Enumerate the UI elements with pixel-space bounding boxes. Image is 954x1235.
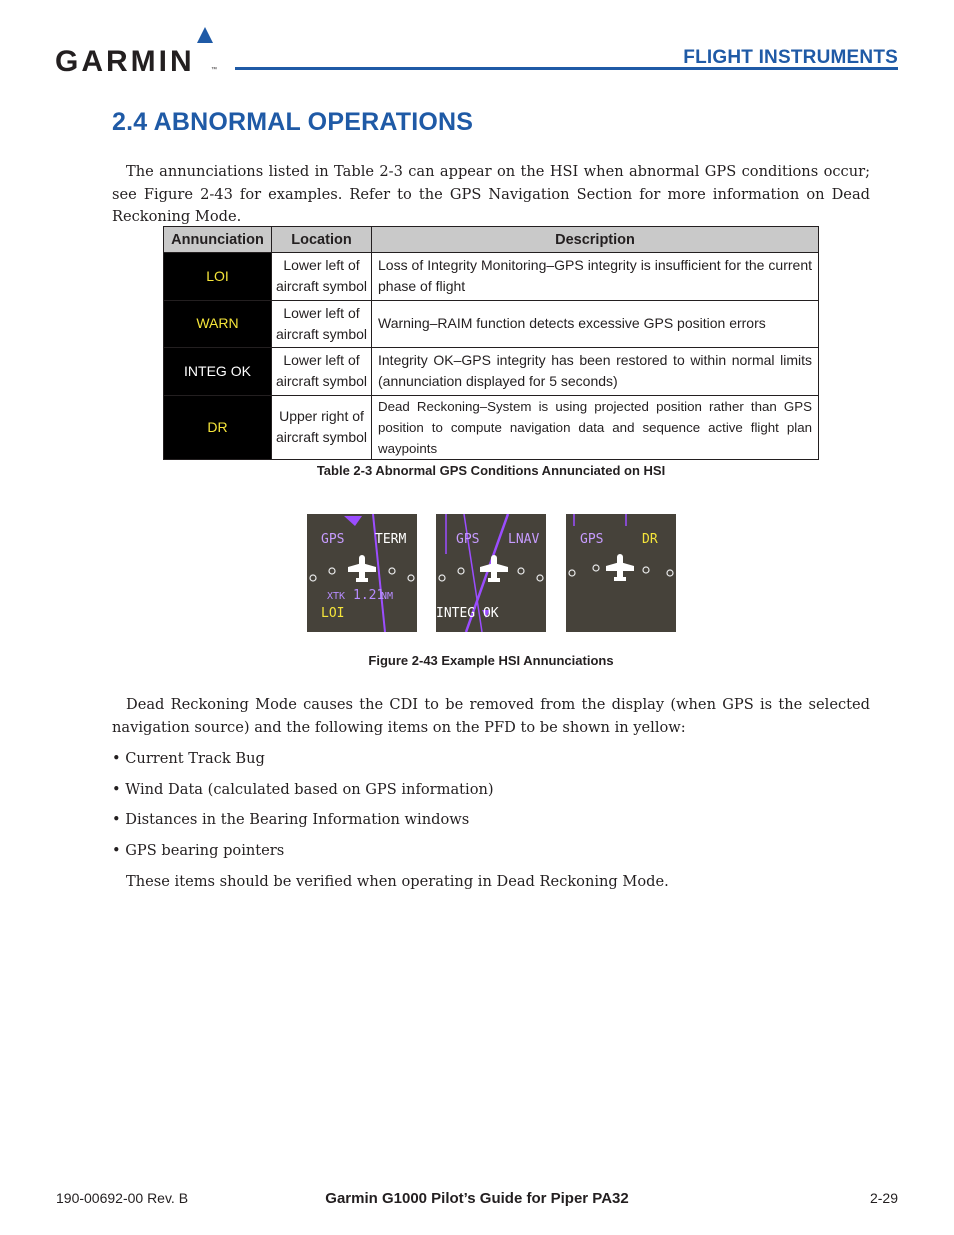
hsi-mode-label: LNAV xyxy=(508,532,540,547)
hsi-panel-integ-ok xyxy=(436,514,546,632)
closing-text: These items should be verified when operating in Dead Reckoning Mode. xyxy=(126,873,669,890)
table-row xyxy=(164,348,819,396)
annunciation-code: INTEG OK xyxy=(164,348,272,396)
page-heading: 2.4 ABNORMAL OPERATIONS xyxy=(112,108,474,136)
list-item-text: GPS bearing pointers xyxy=(125,842,285,859)
hsi-mode-label: TERM xyxy=(375,532,407,547)
list-item-text: Distances in the Bearing Information windows xyxy=(125,811,470,828)
annunciation-description: Loss of Integrity Monitoring–GPS integrity is insufficient for the current phase of flight xyxy=(372,253,819,301)
annunciation-location: Lower left of aircraft symbol xyxy=(272,300,372,348)
logo-trademark: ™ xyxy=(211,67,217,73)
dr-paragraph xyxy=(112,694,870,739)
list-item: • Distances in the Bearing Information windows xyxy=(112,811,470,828)
annunciation-description: Warning–RAIM function detects excessive GPS position errors xyxy=(372,300,819,348)
annunciation-description: Integrity OK–GPS integrity has been restored to within normal limits (annunciation displayed for 5 seconds) xyxy=(372,348,819,396)
table-caption: Table 2-3 Abnormal GPS Conditions Annunciated on HSI xyxy=(316,463,666,478)
hsi-source-label: GPS xyxy=(321,532,345,547)
table-row xyxy=(164,395,819,459)
figure-caption: Figure 2-43 Example HSI Annunciations xyxy=(368,653,614,668)
annunciation-code: DR xyxy=(164,395,272,459)
table-row xyxy=(164,253,819,301)
hsi-xtk-label: XTK xyxy=(327,591,346,602)
footer-title: Garmin G1000 Pilot’s Guide for Piper PA32 xyxy=(325,1190,629,1207)
intro-text: The annunciations listed in Table 2-3 can appear on the HSI when abnormal GPS conditions occur; see Figure 2-43 for examples. Refer to the GPS Navigation Section for more information on Dead Reckoning Mode. xyxy=(112,163,870,225)
annunciation-code: LOI xyxy=(164,253,272,301)
garmin-logo xyxy=(55,25,220,78)
hsi-panel-loi xyxy=(307,514,417,632)
footer-doc-number: 190-00692-00 Rev. B xyxy=(56,1190,189,1206)
section-title: FLIGHT INSTRUMENTS xyxy=(683,47,898,68)
list-item: • Wind Data (calculated based on GPS information) xyxy=(112,781,494,798)
closing-paragraph xyxy=(112,871,870,894)
annunciation-code: WARN xyxy=(164,300,272,348)
hsi-annunciation: LOI xyxy=(321,606,345,621)
list-item-text: Current Track Bug xyxy=(125,750,265,767)
hsi-source-label: GPS xyxy=(456,532,480,547)
hsi-panel-dr xyxy=(566,514,676,632)
annunciation-location: Lower left of aircraft symbol xyxy=(272,348,372,396)
annunciation-table xyxy=(163,226,819,460)
dr-text: Dead Reckoning Mode causes the CDI to be removed from the display (when GPS is the selected navigation source) and the following items on the PFD to be shown in yellow: xyxy=(112,696,870,736)
col-location: Location xyxy=(272,227,372,253)
annunciation-location: Upper right of aircraft symbol xyxy=(272,395,372,459)
annunciation-description: Dead Reckoning–System is using projected position rather than GPS position to compute navigation data and sequence active flight plan waypoints xyxy=(372,395,819,459)
list-item: • GPS bearing pointers xyxy=(112,842,285,859)
table-header-row xyxy=(164,227,819,253)
col-annunciation: Annunciation xyxy=(164,227,272,253)
footer-page-number: 2-29 xyxy=(869,1190,898,1206)
table-row xyxy=(164,300,819,348)
hsi-annunciation: INTEG OK xyxy=(436,606,499,621)
logo-triangle-icon xyxy=(197,27,213,43)
hsi-mode-label: DR xyxy=(642,532,658,547)
col-description: Description xyxy=(372,227,819,253)
hsi-xtk-value: 1.21 xyxy=(353,588,385,603)
list-item: • Current Track Bug xyxy=(112,750,265,767)
list-item-text: Wind Data (calculated based on GPS information) xyxy=(125,781,494,798)
hsi-source-label: GPS xyxy=(580,532,604,547)
logo-wordmark: GARMIN xyxy=(55,45,195,78)
annunciation-location: Lower left of aircraft symbol xyxy=(272,253,372,301)
hsi-xtk-unit: NM xyxy=(381,591,394,602)
intro-paragraph xyxy=(112,161,870,229)
